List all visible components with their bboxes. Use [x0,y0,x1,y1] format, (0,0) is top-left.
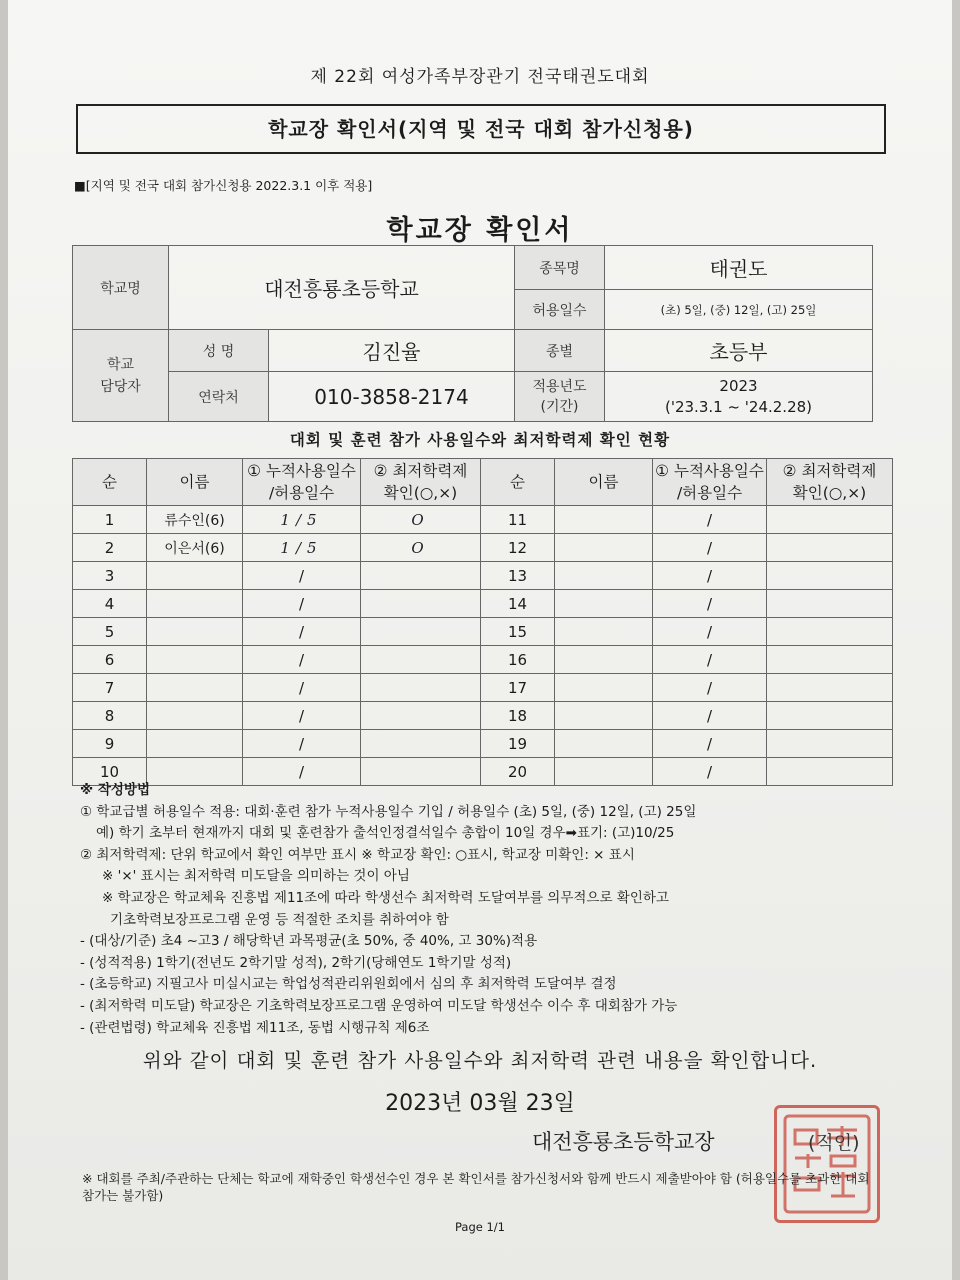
row-number-right: 12 [481,534,555,562]
days-slash: / [243,618,361,646]
student-name-right [555,646,653,674]
instruction-line: ② 최저학력제: 단위 학교에서 확인 여부만 표시 ※ 학교장 확인: ○표시, 학교장 미확인: × 표시 [80,846,635,863]
academic-mark: O [361,534,481,562]
event-label: 종목명 [515,246,605,290]
header-academic: ② 최저학력제 확인(○,×) [361,459,481,506]
roster-row [73,590,893,618]
year-period-cell [605,372,873,422]
period-value: ('23.3.1 ~ '24.2.28) [664,397,813,416]
row-number-right: 13 [481,562,555,590]
days-slash: / [243,590,361,618]
manager-name-value: 김진율 [269,330,515,372]
student-name [147,618,243,646]
days-slash: / [243,730,361,758]
contact-label: 연락처 [169,372,269,422]
form-title-box: 학교장 확인서(지역 및 전국 대회 참가신청용) [76,104,886,154]
row-number: 7 [73,674,147,702]
manager-label: 학교 담당자 [73,330,169,422]
academic-mark [361,646,481,674]
student-name-right [555,506,653,534]
division-value: 초등부 [605,330,873,372]
student-name [147,562,243,590]
header-no-right: 순 [481,459,555,506]
row-number: 3 [73,562,147,590]
apply-note: ■[지역 및 전국 대회 참가신청용 2022.3.1 이후 적용] [74,178,373,193]
student-name-right [555,534,653,562]
days-slash: / [243,758,361,786]
days-slash-right: / [653,758,767,786]
days-slash: / [295,510,308,529]
division-label: 종별 [515,330,605,372]
roster-row [73,674,893,702]
header-no: 순 [73,459,147,506]
academic-mark-right [767,702,893,730]
instruction-line: ※ 작성방법 [80,782,150,798]
year-value: 2023 [719,376,758,395]
event-value: 태권도 [605,246,873,290]
student-name: 류수인(6) [147,506,243,534]
row-number-right: 18 [481,702,555,730]
roster-row [73,702,893,730]
academic-mark [361,618,481,646]
instruction-line: - (초등학교) 지필고사 미실시교는 학업성적관리위원회에서 심의 후 최저학력 도달여부 결정 [80,976,617,993]
days-slash-right: / [653,562,767,590]
student-name-right [555,730,653,758]
row-number-right: 14 [481,590,555,618]
row-number: 9 [73,730,147,758]
academic-mark [361,590,481,618]
academic-mark-right [767,562,893,590]
seal-label: (직인) [808,1132,860,1154]
instruction-line: ※ 학교장은 학교체육 진흥법 제11조에 따라 학생선수 최저학력 도달여부를 의무적으로 확인하고 [102,889,669,906]
header-days: ① 누적사용일수 /허용일수 [243,459,361,506]
student-name [147,730,243,758]
days-slash: / [295,538,308,557]
days-slash: / [243,646,361,674]
student-name-right [555,618,653,646]
instruction-line: 기초학력보장프로그램 운영 등 적절한 조치를 취하여야 함 [110,911,449,928]
row-number-right: 17 [481,674,555,702]
instruction-line: ※ '×' 표시는 최저학력 미도달을 의미하는 것이 아님 [102,868,410,885]
instruction-line: - (관련법령) 학교체육 진흥법 제11조, 동법 시행규칙 제6조 [80,1019,430,1036]
main-title: 학교장 확인서 [386,215,574,246]
academic-mark-right [767,674,893,702]
school-label: 학교명 [73,246,169,330]
row-number-right: 11 [481,506,555,534]
roster-row [73,618,893,646]
academic-mark [361,562,481,590]
allowed-days-label: 허용일수 [515,290,605,330]
student-name-right [555,590,653,618]
days-slash-right: / [653,506,767,534]
roster-row [73,534,893,562]
year-label: 적용년도 (기간) [515,372,605,422]
header-academic-right: ② 최저학력제 확인(○,×) [767,459,893,506]
roster-row [73,730,893,758]
contact-value: 010-3858-2174 [269,372,515,422]
row-number: 6 [73,646,147,674]
days-allowed: 5 [307,510,323,529]
days-used-cell [243,506,361,534]
student-name: 이은서(6) [147,534,243,562]
roster-table [72,458,893,786]
row-number-right: 19 [481,730,555,758]
days-allowed: 5 [307,538,323,557]
academic-mark [361,730,481,758]
days-slash: / [243,562,361,590]
student-name [147,646,243,674]
student-name [147,702,243,730]
row-number-right: 16 [481,646,555,674]
section-title: 대회 및 훈련 참가 사용일수와 최저학력제 확인 현황 [289,431,671,449]
instruction-line: ① 학교급별 허용일수 적용: 대회·훈련 참가 누적사용일수 기입 / 허용일수 (초) 5일, (중) 12일, (고) 25일 [80,803,697,820]
days-slash-right: / [653,534,767,562]
row-number: 4 [73,590,147,618]
days-slash-right: / [653,646,767,674]
academic-mark-right [767,618,893,646]
student-name-right [555,674,653,702]
allowed-days-value: (초) 5일, (중) 12일, (고) 25일 [605,290,873,330]
confirmation-date: 2023년 03월 23일 [385,1091,575,1116]
confirmation-statement: 위와 같이 대회 및 훈련 참가 사용일수와 최저학력 관련 내용을 확인합니다. [142,1049,818,1072]
document-page [8,0,952,1280]
page-number: Page 1/1 [454,1220,505,1234]
days-slash-right: / [653,702,767,730]
manager-name-label: 성 명 [169,330,269,372]
days-slash-right: / [653,674,767,702]
student-name-right [555,702,653,730]
roster-row [73,506,893,534]
days-used-cell [243,534,361,562]
instruction-line: 예) 학기 초부터 현재까지 대회 및 훈련참가 출석인정결석일수 총합이 10일 경우➡표기: (고)10/25 [96,825,675,842]
row-number: 5 [73,618,147,646]
school-info-table [72,245,873,422]
academic-mark-right [767,730,893,758]
row-number-right: 15 [481,618,555,646]
roster-row [73,646,893,674]
days-used: 1 [280,538,296,557]
academic-mark: O [361,506,481,534]
row-number: 2 [73,534,147,562]
row-number-right: 20 [481,758,555,786]
instruction-line: - (최저학력 미도달) 학교장은 기초학력보장프로그램 운영하여 미도달 학생선수 이수 후 대회참가 가능 [80,997,678,1014]
instruction-line: - (성적적용) 1학기(전년도 2학기말 성적), 2학기(당해연도 1학기말 성적) [80,954,512,971]
days-slash: / [243,674,361,702]
days-slash-right: / [653,590,767,618]
student-name [147,674,243,702]
student-name-right [555,562,653,590]
roster-row [73,562,893,590]
school-value: 대전흥룡초등학교 [169,246,515,330]
academic-mark-right [767,534,893,562]
days-used: 1 [280,510,296,529]
submission-footnote: ※ 대회를 주최/주관하는 단체는 학교에 재학중인 학생선수인 경우 본 확인서를 참가신청서와 함께 반드시 제출받아야 함 (허용일수를 초과한 대회 참가는 불가함) [82,1171,870,1203]
academic-mark [361,702,481,730]
header-name-right: 이름 [555,459,653,506]
roster-header-row [73,459,893,506]
row-number: 10 [73,758,147,786]
official-seal-stamp [774,1105,880,1223]
days-slash-right: / [653,618,767,646]
writing-instructions [80,780,900,1039]
academic-mark-right [767,646,893,674]
academic-mark-right [767,506,893,534]
row-number: 8 [73,702,147,730]
days-slash-right: / [653,730,767,758]
event-title: 제 22회 여성가족부장관기 전국태권도대회 [310,67,650,87]
academic-mark-right [767,590,893,618]
principal-signature: 대전흥룡초등학교장 [532,1130,715,1154]
academic-mark [361,674,481,702]
row-number: 1 [73,506,147,534]
header-days-right: ① 누적사용일수 /허용일수 [653,459,767,506]
days-slash: / [243,702,361,730]
header-name: 이름 [147,459,243,506]
student-name [147,590,243,618]
instruction-line: - (대상/기준) 초4 ~고3 / 해당학년 과목평균(초 50%, 중 40%, 고 30%)적용 [80,933,538,950]
